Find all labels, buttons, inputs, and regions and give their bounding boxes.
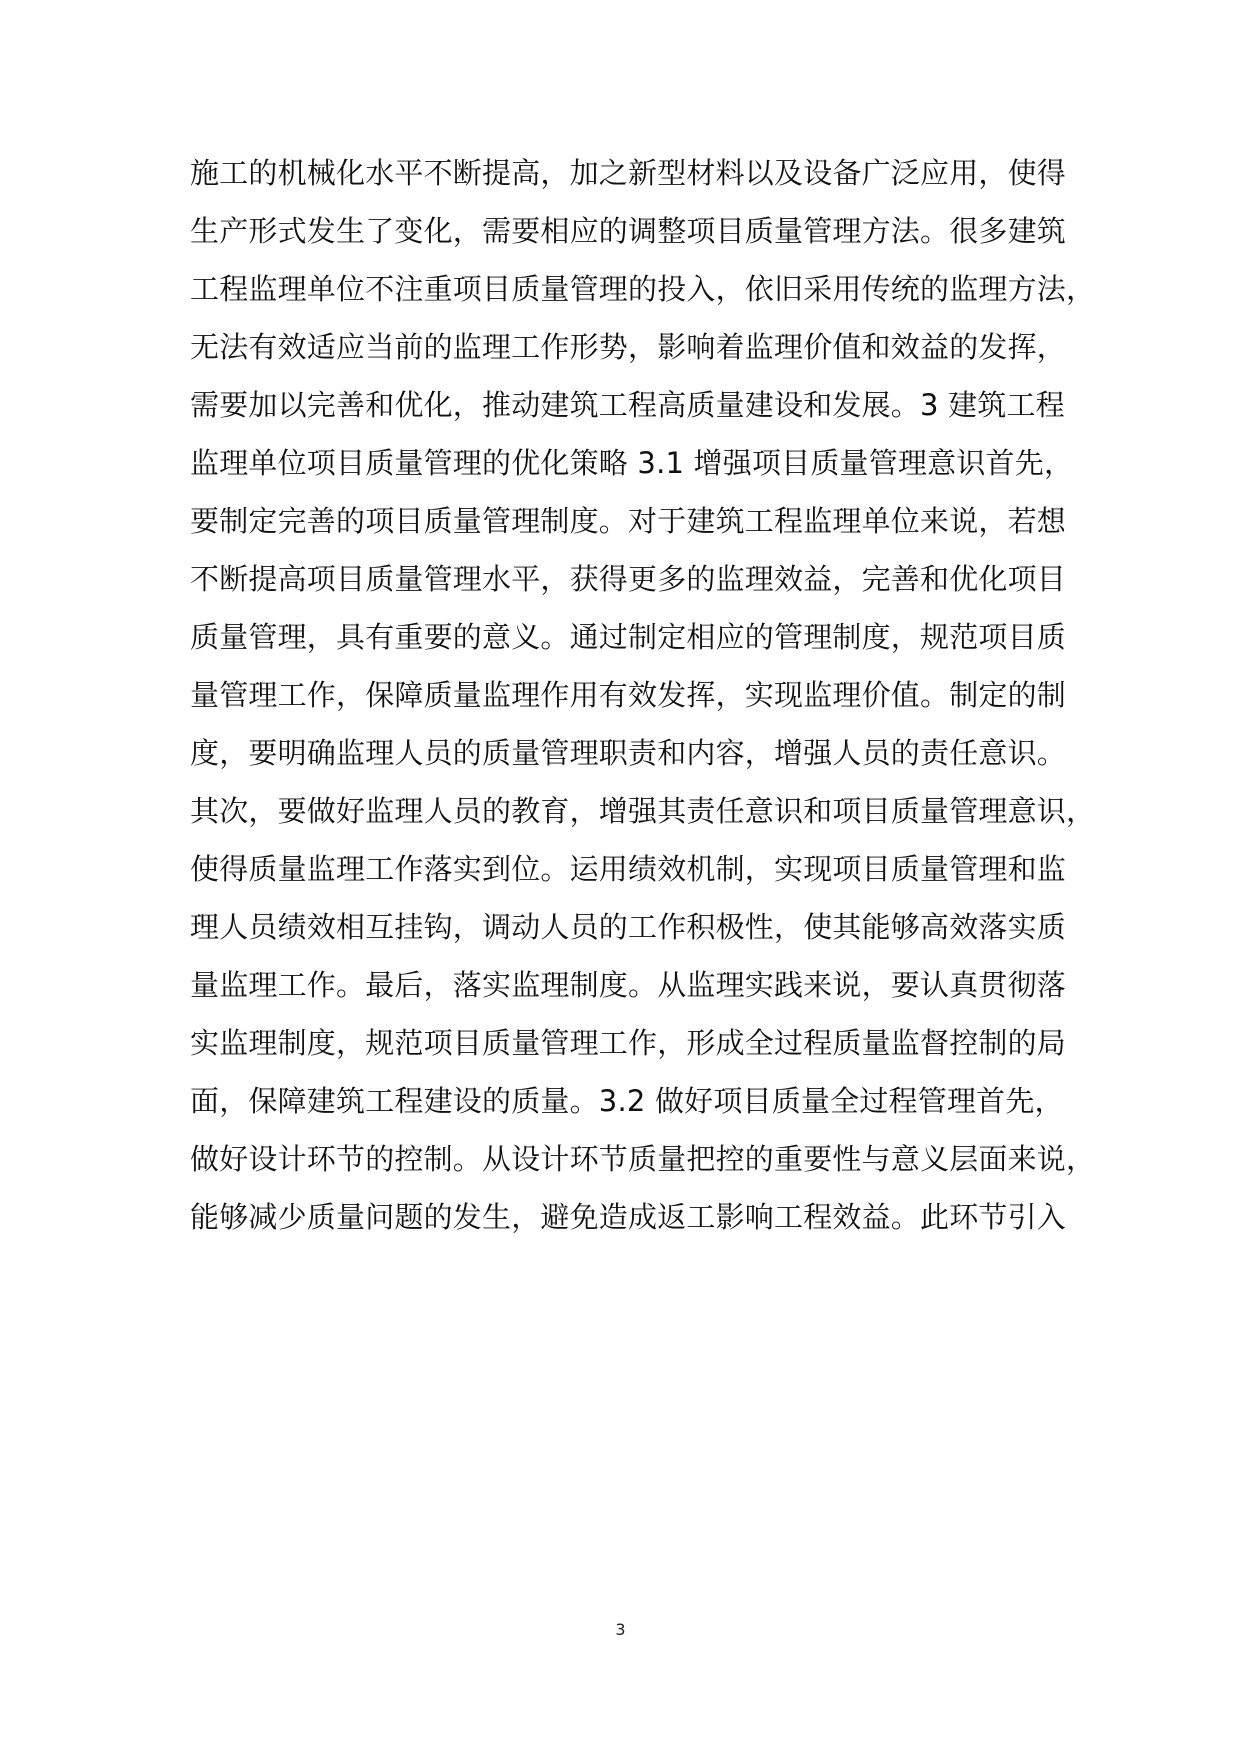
text-line: 监理单位项目质量管理的优化策略 3.1 增强项目质量管理意识首先， xyxy=(190,446,1074,480)
text-line: 量监理工作。最后，落实监理制度。从监理实践来说，要认真贯彻落 xyxy=(190,968,1067,1002)
text-line: 其次，要做好监理人员的教育，增强其责任意识和项目质量管理意识， xyxy=(190,794,1096,828)
text-line: 能够减少质量问题的发生，避免造成返工影响工程效益。此环节引入 xyxy=(190,1200,1067,1234)
text-line: 需要加以完善和优化，推动建筑工程高质量建设和发展。3 建筑工程 xyxy=(190,388,1065,422)
body-text xyxy=(190,148,1096,1250)
page-number: 3 xyxy=(615,1620,626,1639)
text-line: 质量管理，具有重要的意义。通过制定相应的管理制度，规范项目质 xyxy=(190,620,1067,654)
text-line: 理人员绩效相互挂钩，调动人员的工作积极性，使其能够高效落实质 xyxy=(190,910,1067,944)
text-line: 不断提高项目质量管理水平，获得更多的监理效益，完善和优化项目 xyxy=(190,562,1067,596)
text-line: 面，保障建筑工程建设的质量。3.2 做好项目质量全过程管理首先， xyxy=(190,1084,1064,1118)
text-line: 量管理工作，保障质量监理作用有效发挥，实现监理价值。制定的制 xyxy=(190,678,1067,712)
text-line: 无法有效适应当前的监理工作形势，影响着监理价值和效益的发挥， xyxy=(190,330,1067,364)
text-line: 施工的机械化水平不断提高，加之新型材料以及设备广泛应用，使得 xyxy=(190,156,1067,190)
text-line: 要制定完善的项目质量管理制度。对于建筑工程监理单位来说，若想 xyxy=(190,504,1067,538)
text-line: 工程监理单位不注重项目质量管理的投入，依旧采用传统的监理方法， xyxy=(190,272,1096,306)
text-line: 生产形式发生了变化，需要相应的调整项目质量管理方法。很多建筑 xyxy=(190,214,1067,248)
text-line: 使得质量监理工作落实到位。运用绩效机制，实现项目质量管理和监 xyxy=(190,852,1067,886)
text-line: 实监理制度，规范项目质量管理工作，形成全过程质量监督控制的局 xyxy=(190,1026,1067,1060)
text-line: 做好设计环节的控制。从设计环节质量把控的重要性与意义层面来说， xyxy=(190,1142,1096,1176)
text-line: 度，要明确监理人员的质量管理职责和内容，增强人员的责任意识。 xyxy=(190,736,1067,770)
